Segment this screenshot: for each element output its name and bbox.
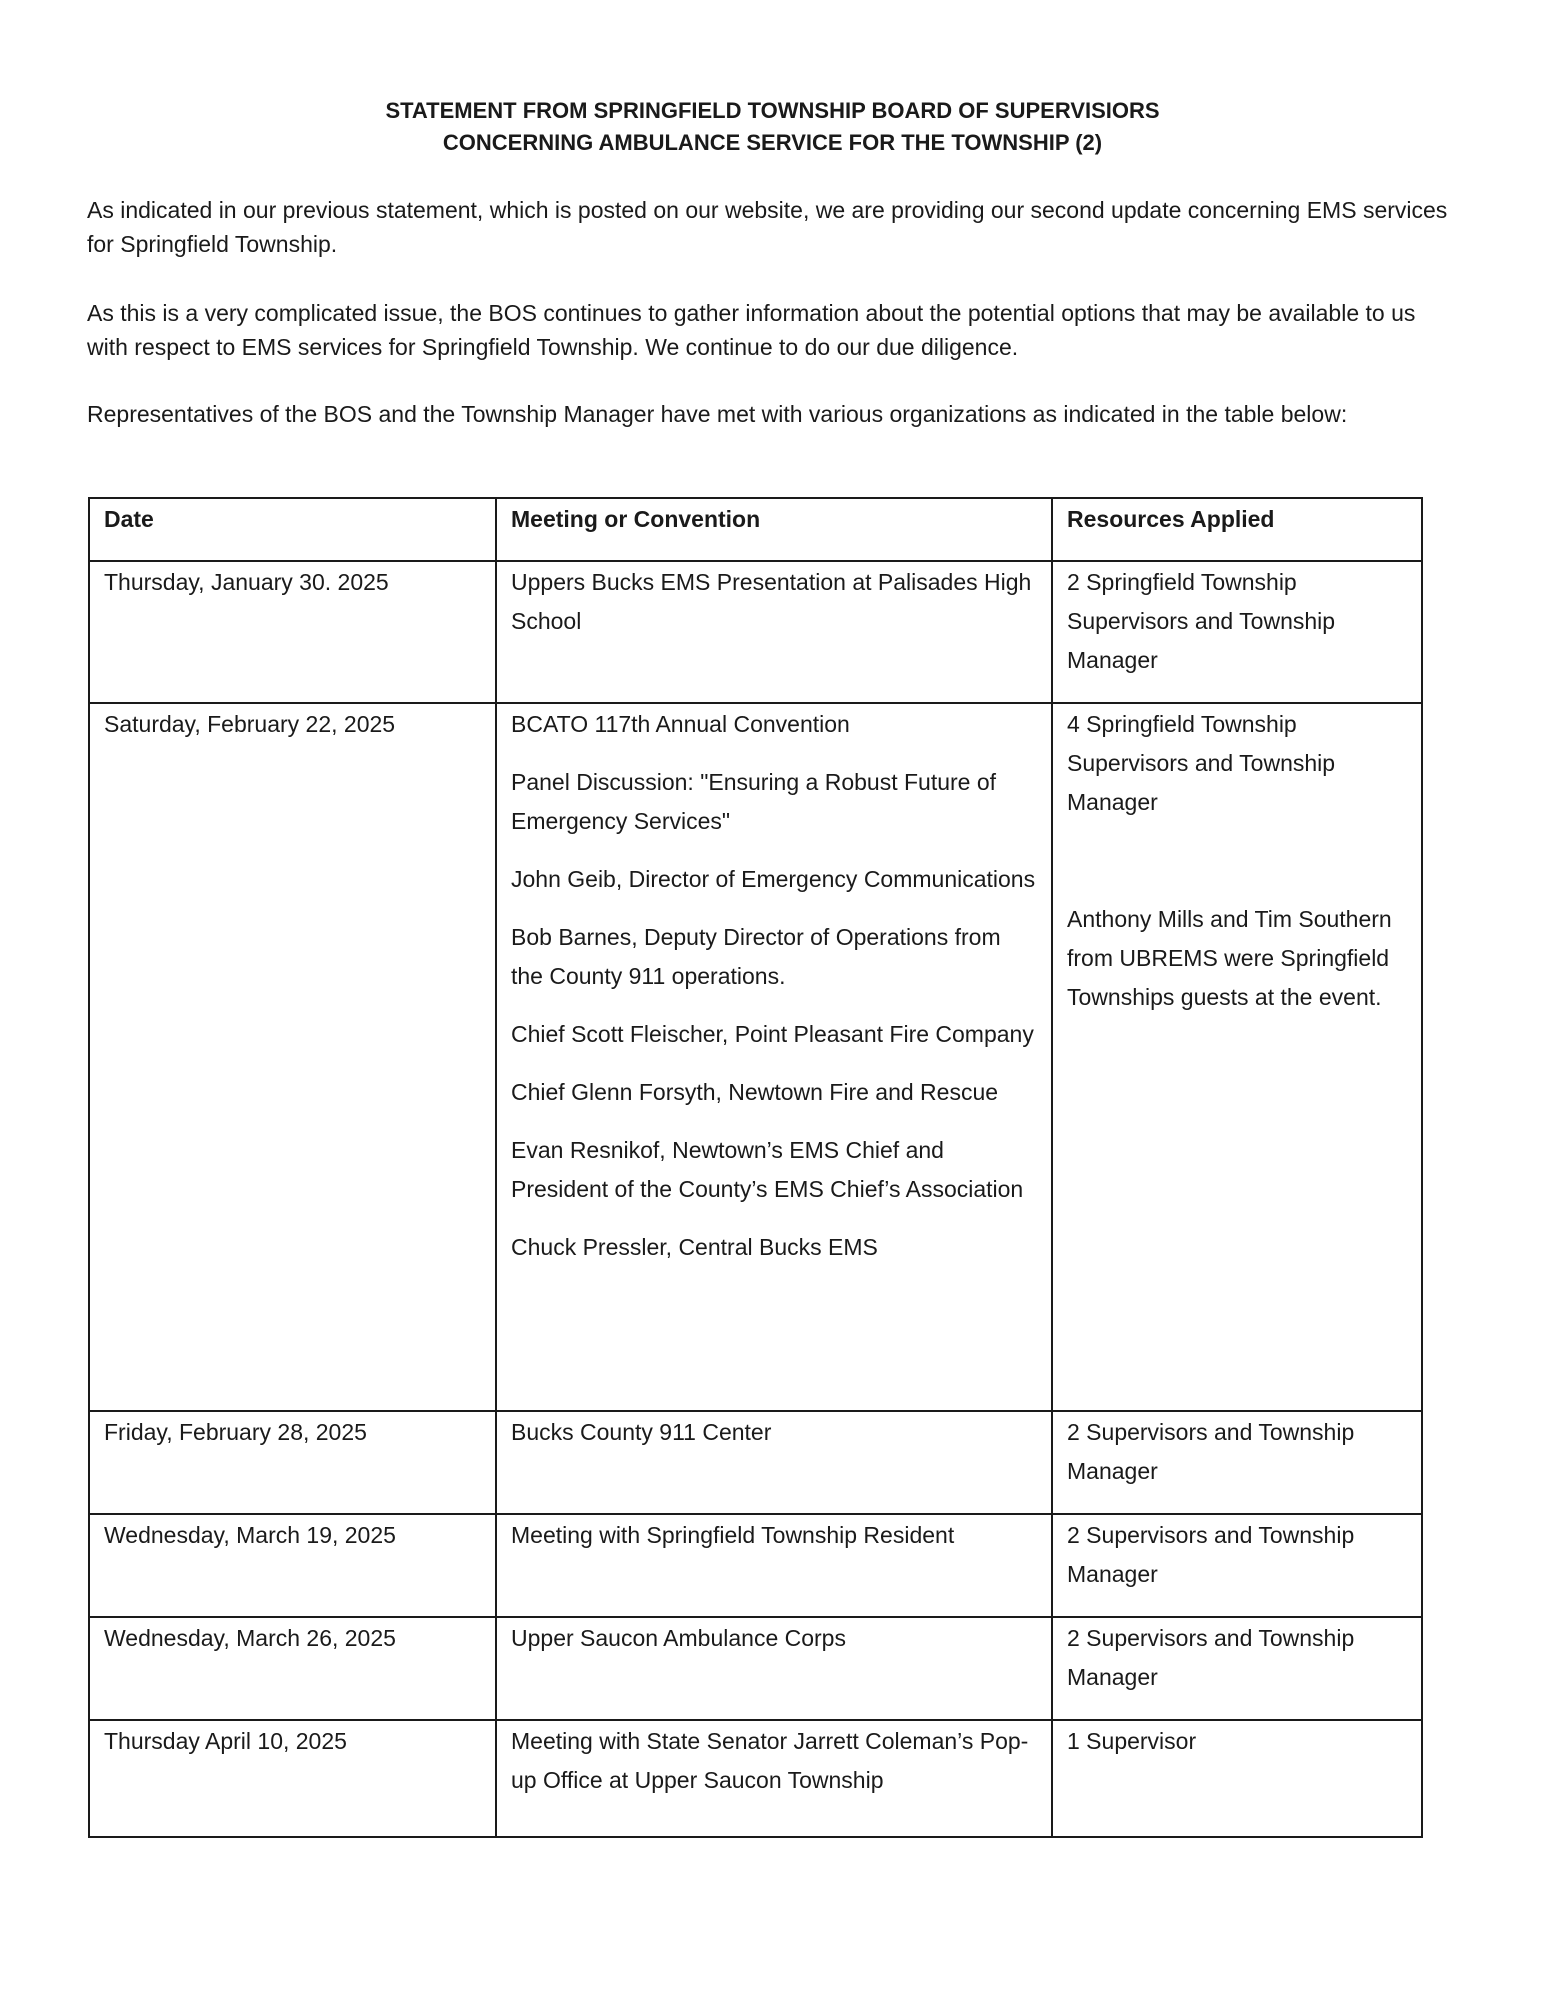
intro-paragraph: As indicated in our previous statement, which is posted on our website, we are providing our second update concerning EMS services for Springfield Township.	[87, 197, 1448, 257]
meeting-entry: Panel Discussion: "Ensuring a Robust Future of Emergency Services"	[511, 769, 997, 834]
resources-entry: 1 Supervisor	[1067, 1728, 1197, 1754]
resources-cell	[1052, 1411, 1422, 1514]
resources-entry: 2 Springfield Township Supervisors and Township Manager	[1067, 569, 1336, 673]
resources-cell	[1052, 561, 1422, 703]
resources-entry: Anthony Mills and Tim Southern from UBREMS were Springfield Townships guests at the event.	[1067, 906, 1392, 1010]
representatives-paragraph: Representatives of the BOS and the Township Manager have met with various organizations as indicated in the table below:	[87, 401, 1348, 427]
date-cell: Wednesday, March 26, 2025	[89, 1617, 496, 1720]
meeting-cell	[496, 1411, 1052, 1514]
date-cell: Friday, February 28, 2025	[89, 1411, 496, 1514]
table-row	[89, 1411, 1422, 1514]
resources-entry: 2 Supervisors and Township Manager	[1067, 1522, 1355, 1587]
table-row	[89, 1720, 1422, 1837]
resources-cell	[1052, 703, 1422, 1411]
table-row	[89, 561, 1422, 703]
header-date: Date	[89, 498, 496, 561]
table-row	[89, 1514, 1422, 1617]
date-cell: Thursday, January 30. 2025	[89, 561, 496, 703]
document-title	[0, 95, 1545, 159]
meetings-table	[88, 497, 1423, 1838]
date-cell: Wednesday, March 19, 2025	[89, 1514, 496, 1617]
meeting-entry: Chuck Pressler, Central Bucks EMS	[511, 1234, 878, 1260]
resources-entry: 2 Supervisors and Township Manager	[1067, 1625, 1355, 1690]
title-line-2: CONCERNING AMBULANCE SERVICE FOR THE TOWNSHIP (2)	[442, 130, 1103, 155]
meeting-entry: Bob Barnes, Deputy Director of Operations from the County 911 operations.	[511, 924, 1001, 989]
meeting-entry: Bucks County 911 Center	[511, 1419, 772, 1445]
resources-cell	[1052, 1720, 1422, 1837]
complication-paragraph: As this is a very complicated issue, the BOS continues to gather information about the potential options that may be available to us with respect to EMS services for Springfield Township. We continue to do our due diligence.	[87, 300, 1416, 360]
meeting-entry: BCATO 117th Annual Convention	[511, 711, 850, 737]
resources-cell	[1052, 1617, 1422, 1720]
meeting-cell	[496, 703, 1052, 1411]
meeting-cell	[496, 1720, 1052, 1837]
meeting-entry: John Geib, Director of Emergency Communications	[511, 866, 1036, 892]
meeting-entry: Meeting with State Senator Jarrett Coleman’s Pop-up Office at Upper Saucon Township	[511, 1728, 1029, 1793]
date-cell: Thursday April 10, 2025	[89, 1720, 496, 1837]
title-line-1: STATEMENT FROM SPRINGFIELD TOWNSHIP BOARD OF SUPERVISIORS	[385, 98, 1160, 123]
resources-entry: 2 Supervisors and Township Manager	[1067, 1419, 1355, 1484]
meeting-entry: Evan Resnikof, Newtown’s EMS Chief and President of the County’s EMS Chief’s Association	[511, 1137, 1024, 1202]
table-row	[89, 1617, 1422, 1720]
resources-cell	[1052, 1514, 1422, 1617]
meeting-entry: Chief Scott Fleischer, Point Pleasant Fire Company	[511, 1021, 1034, 1047]
meeting-cell	[496, 1514, 1052, 1617]
header-resources: Resources Applied	[1052, 498, 1422, 561]
meeting-entry: Chief Glenn Forsyth, Newtown Fire and Rescue	[511, 1079, 999, 1105]
header-meeting: Meeting or Convention	[496, 498, 1052, 561]
meeting-entry: Upper Saucon Ambulance Corps	[511, 1625, 846, 1651]
meeting-cell	[496, 561, 1052, 703]
meeting-entry: Meeting with Springfield Township Resident	[511, 1522, 955, 1548]
date-cell: Saturday, February 22, 2025	[89, 703, 496, 1411]
table-row	[89, 703, 1422, 1411]
resources-entry: 4 Springfield Township Supervisors and Township Manager	[1067, 711, 1336, 815]
meeting-cell	[496, 1617, 1052, 1720]
meeting-entry: Uppers Bucks EMS Presentation at Palisades High School	[511, 569, 1032, 634]
table-header-row	[89, 498, 1422, 561]
